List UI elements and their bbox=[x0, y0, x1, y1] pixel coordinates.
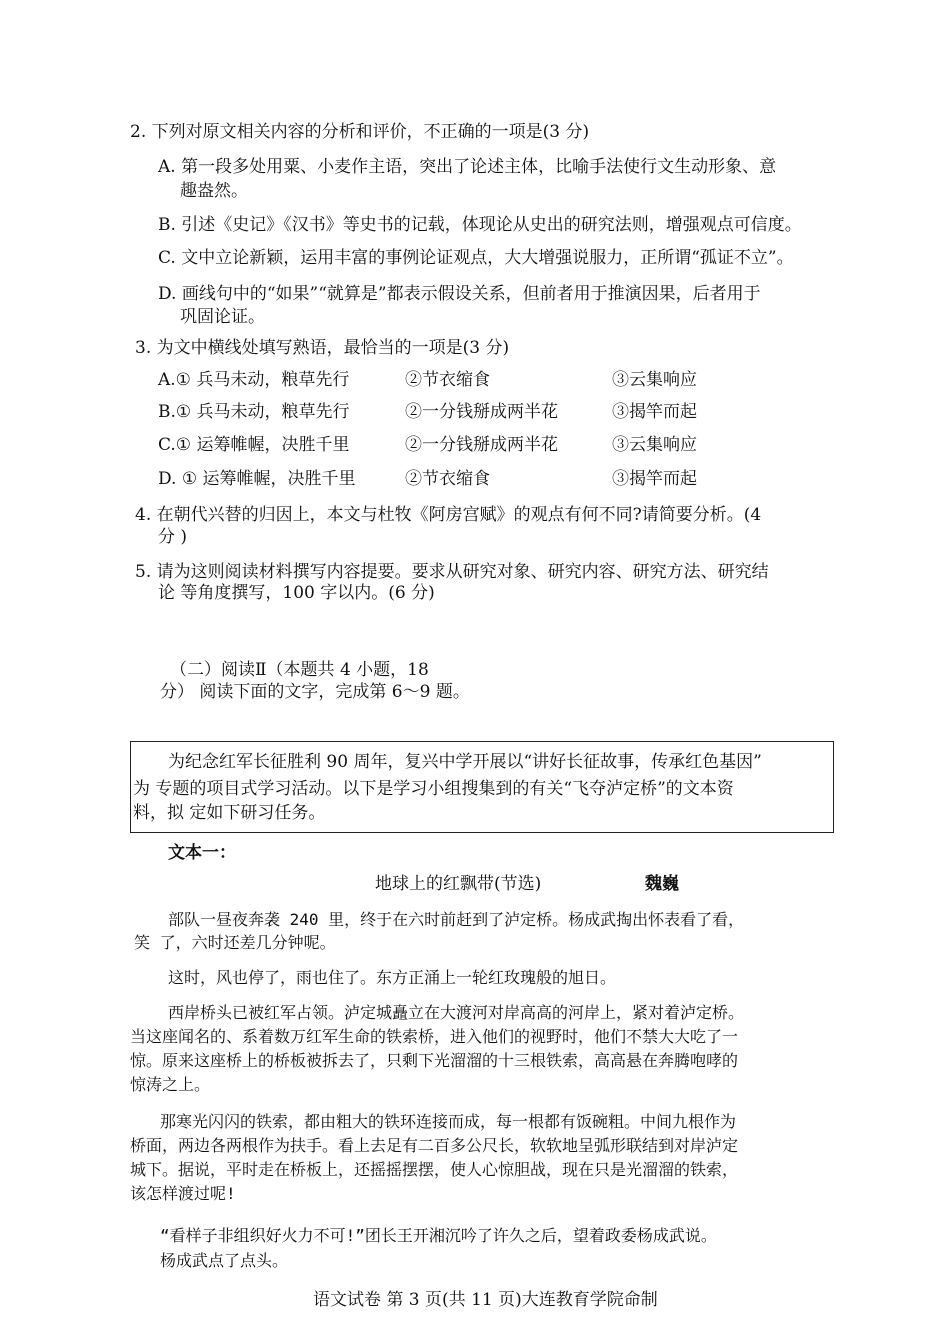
intro-line2: 为 专题的项目式学习活动。以下是学习小组搜集到的有关“飞夺泸定桥”的文本资 bbox=[133, 779, 734, 799]
q3-option-d: D. ① 运筹帷幄，决胜千里 bbox=[158, 469, 356, 489]
section-heading: （二）阅读Ⅱ（本题共 4 小题，18 bbox=[170, 660, 429, 680]
q5-line2: 论 等角度撰写，100 字以内。(6 分) bbox=[158, 583, 435, 603]
paragraph-4-line2: 桥面，两边各两根作为扶手。看上去足有二百多公尺长，软软地呈弧形联结到对岸泸定 bbox=[130, 1136, 739, 1155]
paragraph-4-line1: 那寒光闪闪的铁索，都由粗大的铁环连接而成，每一根都有饭碗粗。中间九根作为 bbox=[160, 1112, 737, 1131]
q4-line1: 4. 在朝代兴替的归因上，本文与杜牧《阿房宫赋》的观点有何不同?请简要分析。(4 bbox=[135, 505, 762, 525]
paragraph-2: 这时，风也停了，雨也住了。东方正涌上一轮红玫瑰般的旭日。 bbox=[168, 968, 617, 987]
q3-option-a: A.① 兵马未动，粮草先行 bbox=[158, 370, 350, 390]
paragraph-1-line1: 部队一昼夜奔袭 240 里，终于在六时前赶到了泸定桥。杨成武掏出怀表看了看， bbox=[168, 910, 745, 929]
q3-option-c: C.① 运筹帷幄，决胜千里 bbox=[158, 435, 350, 455]
q3-option-a-item3: ③云集响应 bbox=[612, 370, 697, 390]
q3-option-b: B.① 兵马未动，粮草先行 bbox=[158, 402, 350, 422]
paragraph-4-line4: 该怎样渡过呢! bbox=[130, 1184, 236, 1203]
paragraph-1-line2: 笑 了，六时还差几分钟呢。 bbox=[134, 933, 336, 952]
paragraph-3-line4: 惊涛之上。 bbox=[130, 1075, 211, 1094]
article-author: 魏巍 bbox=[645, 874, 679, 894]
q3-option-c-item3: ③云集响应 bbox=[612, 435, 697, 455]
q3-option-b-item3: ③揭竿而起 bbox=[612, 402, 697, 422]
paragraph-5: “看样子非组织好火力不可!”团长王开湘沉吟了许久之后，望着政委杨成武说。 bbox=[160, 1226, 717, 1245]
article-title: 地球上的红飘带(节选) bbox=[375, 874, 542, 894]
paragraph-6: 杨成武点了点头。 bbox=[160, 1251, 289, 1270]
q5-line1: 5. 请为这则阅读材料撰写内容提要。要求从研究对象、研究内容、研究方法、研究结 bbox=[135, 562, 769, 582]
q3-stem: 3. 为文中横线处填写熟语，最恰当的一项是(3 分) bbox=[135, 338, 510, 358]
q4-line2: 分 ) bbox=[158, 527, 188, 547]
intro-line1: 为纪念红军长征胜利 90 周年，复兴中学开展以“讲好长征故事，传承红色基因” bbox=[168, 752, 762, 772]
paragraph-3-line1: 西岸桥头已被红军占领。泸定城矗立在大渡河对岸高高的河岸上，紧对着泸定桥。 bbox=[168, 1003, 745, 1022]
q2-stem: 2. 下列对原文相关内容的分析和评价，不正确的一项是(3 分) bbox=[130, 122, 590, 142]
section-instruction: 分） 阅读下面的文字，完成第 6～9 题。 bbox=[160, 682, 470, 702]
q3-option-a-item2: ②节衣缩食 bbox=[405, 370, 490, 390]
text1-label: 文本一： bbox=[168, 843, 236, 863]
q3-option-d-item2: ②节衣缩食 bbox=[405, 469, 490, 489]
page-footer: 语文试卷 第 3 页(共 11 页)大连教育学院命制 bbox=[313, 1290, 658, 1310]
q3-option-b-item2: ②一分钱掰成两半花 bbox=[405, 402, 558, 422]
q2-option-d: D. 画线句中的“如果”“就算是”都表示假设关系，但前者用于推演因果，后者用于 bbox=[158, 284, 761, 304]
q3-option-c-item2: ②一分钱掰成两半花 bbox=[405, 435, 558, 455]
q2-option-d-cont: 巩固论证。 bbox=[180, 307, 265, 327]
q2-option-a-cont: 趣盎然。 bbox=[180, 181, 248, 201]
paragraph-3-line2: 当这座闻名的、系着数万红军生命的铁索桥，进入他们的视野时，他们不禁大大吃了一 bbox=[130, 1027, 739, 1046]
intro-line3: 料，拟 定如下研习任务。 bbox=[133, 803, 326, 823]
paragraph-4-line3: 城下。据说，平时走在桥板上，还摇摇摆摆，使人心惊胆战，现在只是光溜溜的铁索， bbox=[130, 1160, 739, 1179]
q2-option-b: B. 引述《史记》《汉书》等史书的记载，体现论从史出的研究法则，增强观点可信度。 bbox=[158, 215, 802, 235]
paragraph-3-line3: 惊。原来这座桥上的桥板被拆去了，只剩下光溜溜的十三根铁索，高高悬在奔腾咆哮的 bbox=[130, 1051, 739, 1070]
q2-option-c: C. 文中立论新颖，运用丰富的事例论证观点，大大增强说服力，正所谓“孤证不立”。 bbox=[158, 248, 794, 268]
q3-option-d-item3: ③揭竿而起 bbox=[612, 469, 697, 489]
q2-option-a: A. 第一段多处用粟、小麦作主语，突出了论述主体，比喻手法使行文生动形象、意 bbox=[158, 157, 777, 177]
